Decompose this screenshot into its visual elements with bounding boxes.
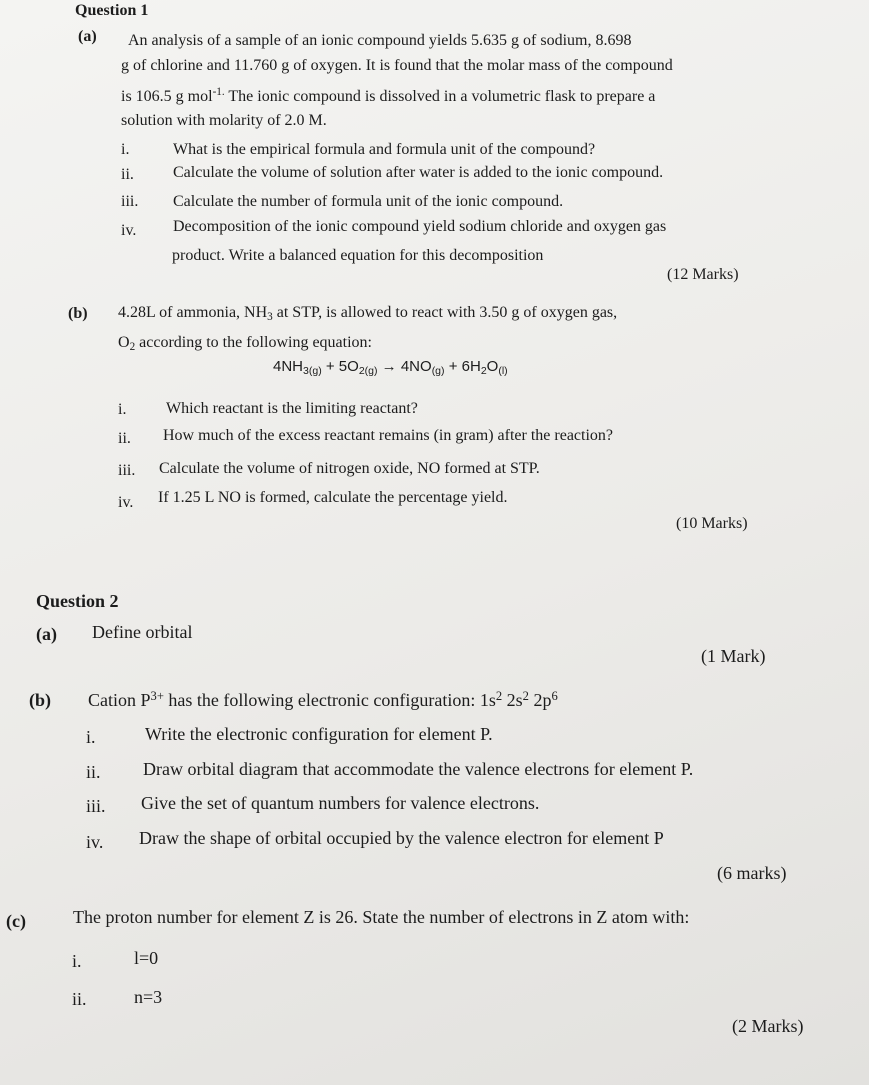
q2c-text: The proton number for element Z is 26. State the number of electrons in Z atom with: bbox=[73, 907, 690, 927]
q1a-intro-line-4: solution with molarity of 2.0 M. bbox=[121, 112, 327, 129]
q2a-marks: (1 Mark) bbox=[701, 646, 766, 666]
q1a-item-text: Decomposition of the ionic compound yield sodium chloride and oxygen gas bbox=[173, 218, 667, 235]
q1b-item-text: How much of the excess reactant remains (in gram) after the reaction? bbox=[163, 427, 614, 444]
q1b-item-num: i. bbox=[118, 401, 127, 418]
q2b-item-text: Draw the shape of orbital occupied by the valence electron for element P bbox=[139, 828, 664, 848]
q2b-item-num: ii. bbox=[86, 762, 101, 782]
q2b-item-num: iv. bbox=[86, 832, 104, 852]
q1b-item-text: Calculate the volume of nitrogen oxide, NO formed at STP. bbox=[159, 460, 540, 477]
q1a-item-num: iv. bbox=[121, 222, 137, 239]
q2b-item-text: Draw orbital diagram that accommodate the valence electrons for element P. bbox=[143, 759, 694, 779]
q1b-marks: (10 Marks) bbox=[676, 515, 748, 532]
q2b-item-text: Give the set of quantum numbers for valence electrons. bbox=[141, 793, 540, 813]
q2b-label: (b) bbox=[29, 690, 51, 710]
q2c-item-text: l=0 bbox=[134, 948, 159, 968]
q1b-line-1: 4.28L of ammonia, $NH_3$ at STP, is allowed to react with 3.50 g of oxygen gas, bbox=[118, 304, 618, 323]
q2c-item-num: ii. bbox=[72, 989, 87, 1009]
q1b-item-num: iv. bbox=[118, 494, 134, 511]
q1a-intro-line-3: is 106.5 g mol$^{-1.}$ The ionic compound is dissolved in a volumetric flask to prepare a bbox=[121, 86, 656, 105]
q2b-marks: (6 marks) bbox=[717, 863, 787, 883]
question-1-title: Question 1 bbox=[75, 2, 149, 19]
q2c-marks: (2 Marks) bbox=[732, 1016, 804, 1036]
q2c-item-text: n=3 bbox=[134, 987, 163, 1007]
q1b-line-2: $O_2$ according to the following equation: bbox=[118, 334, 372, 353]
q2c-item-num: i. bbox=[72, 951, 82, 971]
q1a-intro-line-2: g of chlorine and 11.760 g of oxygen. It is found that the molar mass of the compound bbox=[121, 57, 673, 74]
q2a-label: (a) bbox=[36, 624, 57, 644]
q2b-text: Cation $P^{3+}$ has the following electronic configuration: $1s^2$ $2s^2$ $2p^6$ bbox=[88, 689, 558, 710]
q2c-label: (c) bbox=[6, 911, 26, 931]
q1b-item-num: ii. bbox=[118, 430, 131, 447]
q1a-item-text-cont: product. Write a balanced equation for this decomposition bbox=[172, 247, 544, 264]
q1a-item-num: iii. bbox=[121, 193, 139, 210]
q1b-equation: $4NH_{3(g)} + 5O_{2(g)} \to 4NO_{(g)} + 6H_2O_{(l)}$ bbox=[273, 358, 508, 377]
q1a-item-text: Calculate the volume of solution after water is added to the ionic compound. bbox=[173, 164, 664, 181]
q1a-item-text: Calculate the number of formula unit of the ionic compound. bbox=[173, 193, 564, 210]
q1b-item-text: If 1.25 L NO is formed, calculate the percentage yield. bbox=[158, 489, 508, 506]
q2a-text: Define orbital bbox=[92, 622, 193, 642]
q1a-item-text: What is the empirical formula and formula unit of the compound? bbox=[173, 141, 596, 158]
q1b-label: (b) bbox=[68, 305, 88, 322]
question-2-title: Question 2 bbox=[36, 591, 119, 611]
q1b-item-num: iii. bbox=[118, 462, 136, 479]
q1a-label: (a) bbox=[78, 28, 97, 45]
q1a-item-num: i. bbox=[121, 141, 130, 158]
q1b-item-text: Which reactant is the limiting reactant? bbox=[166, 400, 418, 417]
q1a-item-num: ii. bbox=[121, 166, 134, 183]
q2b-item-num: i. bbox=[86, 727, 96, 747]
q1a-intro-line-1: An analysis of a sample of an ionic compound yields 5.635 g of sodium, 8.698 bbox=[128, 32, 632, 49]
q2b-item-num: iii. bbox=[86, 796, 106, 816]
q1a-marks: (12 Marks) bbox=[667, 266, 739, 283]
q2b-item-text: Write the electronic configuration for element P. bbox=[145, 724, 493, 744]
